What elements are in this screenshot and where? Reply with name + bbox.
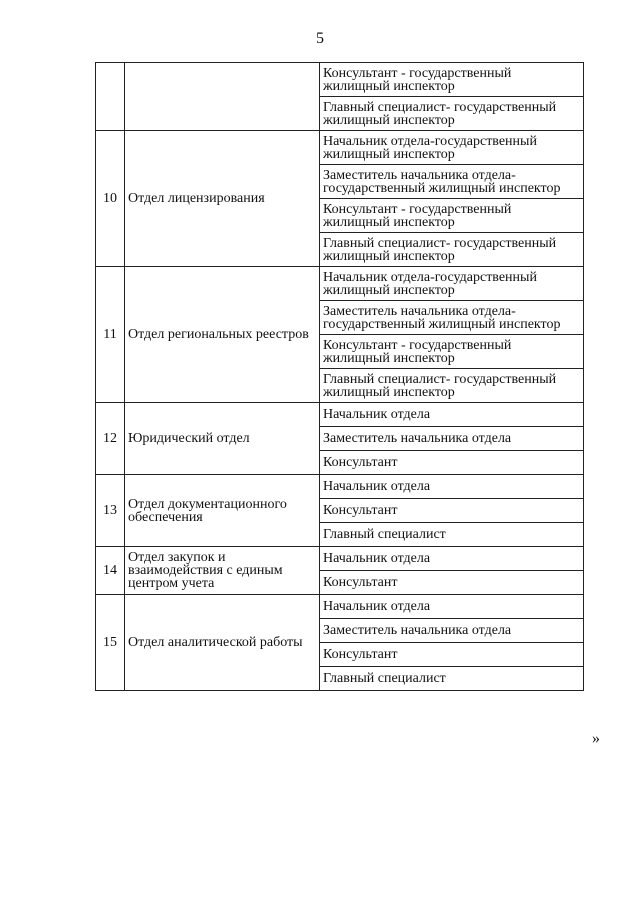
department-name: Юридический отдел: [125, 403, 320, 475]
position-cell: Консультант - государственный жилищный инспектор: [320, 63, 584, 97]
row-number: 11: [96, 267, 125, 403]
position-cell: Консультант: [320, 451, 584, 475]
department-name: [125, 63, 320, 131]
position-cell: Главный специалист: [320, 523, 584, 547]
position-cell: Консультант: [320, 571, 584, 595]
position-cell: Начальник отдела: [320, 547, 584, 571]
position-cell: Консультант: [320, 643, 584, 667]
table-row: [96, 547, 584, 571]
position-cell: Консультант: [320, 499, 584, 523]
position-cell: Главный специалист: [320, 667, 584, 691]
table-row: [96, 595, 584, 619]
position-cell: Консультант - государственный жилищный инспектор: [320, 199, 584, 233]
department-name: Отдел закупок и взаимодействия с единым центром учета: [125, 547, 320, 595]
position-cell: Главный специалист- государственный жилищный инспектор: [320, 233, 584, 267]
department-name: Отдел региональных реестров: [125, 267, 320, 403]
closing-quote: »: [592, 730, 600, 747]
position-cell: Заместитель начальника отдела-государственный жилищный инспектор: [320, 301, 584, 335]
row-number: 14: [96, 547, 125, 595]
department-name: Отдел документационного обеспечения: [125, 475, 320, 547]
row-number: 10: [96, 131, 125, 267]
table-row: [96, 131, 584, 165]
table-row: [96, 475, 584, 499]
department-name: Отдел лицензирования: [125, 131, 320, 267]
position-cell: Главный специалист- государственный жилищный инспектор: [320, 369, 584, 403]
position-cell: Начальник отдела-государственный жилищный инспектор: [320, 131, 584, 165]
row-number: [96, 63, 125, 131]
table-row: [96, 267, 584, 301]
row-number: 13: [96, 475, 125, 547]
position-cell: Начальник отдела-государственный жилищный инспектор: [320, 267, 584, 301]
position-cell: Начальник отдела: [320, 475, 584, 499]
position-cell: Заместитель начальника отдела: [320, 427, 584, 451]
position-cell: Главный специалист- государственный жилищный инспектор: [320, 97, 584, 131]
staff-table: [95, 62, 584, 691]
position-cell: Заместитель начальника отдела: [320, 619, 584, 643]
position-cell: Начальник отдела: [320, 403, 584, 427]
row-number: 12: [96, 403, 125, 475]
table-row: [96, 403, 584, 427]
position-cell: Консультант - государственный жилищный инспектор: [320, 335, 584, 369]
row-number: 15: [96, 595, 125, 691]
page-number: 5: [316, 30, 324, 47]
position-cell: Заместитель начальника отдела-государственный жилищный инспектор: [320, 165, 584, 199]
table-row: [96, 63, 584, 97]
department-name: Отдел аналитической работы: [125, 595, 320, 691]
position-cell: Начальник отдела: [320, 595, 584, 619]
